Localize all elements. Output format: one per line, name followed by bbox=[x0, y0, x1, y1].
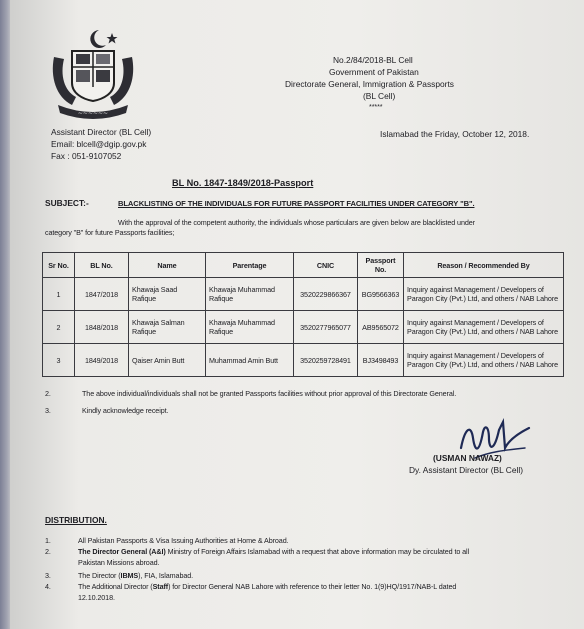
signatory-designation: Dy. Assistant Director (BL Cell) bbox=[409, 465, 524, 475]
distribution-text: ) for Director General NAB Lahore with reference to their letter No. 1(9)HQ/1917/NAB-L dated bbox=[168, 582, 457, 591]
cell-bl: 1849/2018 bbox=[75, 344, 129, 377]
header-stars: ***** bbox=[369, 102, 383, 111]
place-date: Islamabad the Friday, October 12, 2018. bbox=[380, 129, 530, 139]
cell-name: (BL Cell) bbox=[363, 91, 396, 101]
cell-parentage: Khawaja Muhammad Rafique bbox=[206, 311, 294, 344]
cell-passport: BG9566363 bbox=[358, 278, 404, 311]
distribution-item bbox=[78, 536, 289, 545]
distribution-item bbox=[78, 571, 193, 580]
paragraph-text: Kindly acknowledge receipt. bbox=[82, 406, 169, 415]
col-header-bl: BL No. bbox=[75, 253, 129, 278]
col-header-name: Name bbox=[129, 253, 206, 278]
distribution-text: All Pakistan Passports & Visa Issuing Authorities at Home & Abroad. bbox=[78, 536, 289, 545]
cell-reason: Inquiry against Management / Developers of Paragon City (Pvt.) Ltd, and others / NAB Lahore bbox=[404, 278, 564, 311]
distribution-text: Ministry of Foreign Affairs Islamabad with a request that above information may be circulated to all bbox=[165, 547, 470, 556]
cell-cnic: 3520277965077 bbox=[294, 311, 358, 344]
cell-parentage: Khawaja Muhammad Rafique bbox=[206, 278, 294, 311]
distribution-pre: The Additional Director ( bbox=[78, 582, 153, 591]
bl-number: BL No. 1847-1849/2018-Passport bbox=[172, 178, 314, 188]
cell-passport: AB9565072 bbox=[358, 311, 404, 344]
col-header-reason: Reason / Recommended By bbox=[404, 253, 564, 278]
table-header-row bbox=[43, 253, 564, 278]
directorate-name: Directorate General, Immigration & Passports bbox=[285, 79, 454, 89]
blacklist-table bbox=[42, 252, 564, 377]
svg-text:~~~~~~: ~~~~~~ bbox=[77, 110, 109, 117]
col-header-passport: Passport No. bbox=[358, 253, 404, 278]
distribution-bold: Staff bbox=[152, 582, 169, 591]
table-row bbox=[43, 311, 564, 344]
subject-text: BLACKLISTING OF THE INDIVIDUALS FOR FUTURE PASSPORT FACILITIES UNDER CATEGORY "B". bbox=[118, 199, 475, 208]
distribution-number: 2. bbox=[45, 547, 51, 556]
distribution-continuation: 12.10.2018. bbox=[78, 593, 115, 602]
cell-reason: Inquiry against Management / Developers of Paragon City (Pvt.) Ltd, and others / NAB Lahore bbox=[404, 311, 564, 344]
cell-name: Khawaja Salman Rafique bbox=[129, 311, 206, 344]
distribution-bold: The Director General (A&I) bbox=[78, 547, 166, 556]
col-header-sr: Sr No. bbox=[43, 253, 75, 278]
table-row bbox=[43, 344, 564, 377]
distribution-heading: DISTRIBUTION. bbox=[45, 515, 107, 525]
paragraph-number: 2. bbox=[45, 389, 51, 398]
government-name: Government of Pakistan bbox=[329, 67, 419, 77]
cell-parentage: Muhammad Amin Butt bbox=[206, 344, 294, 377]
cell-name: Qaiser Amin Butt bbox=[129, 344, 206, 377]
distribution-bold: IBMS bbox=[120, 571, 139, 580]
distribution-item bbox=[78, 582, 456, 591]
sender-email[interactable]: Email: blcell@dgip.gov.pk bbox=[51, 139, 147, 149]
cell-cnic: 3520229866367 bbox=[294, 278, 358, 311]
sender-fax: Fax : 051-9107052 bbox=[51, 151, 122, 161]
distribution-number: 4. bbox=[45, 582, 51, 591]
cell-name: Khawaja Saad Rafique bbox=[129, 278, 206, 311]
distribution-item bbox=[78, 547, 469, 556]
subject-label: SUBJECT:- bbox=[45, 198, 89, 208]
cell-reason: Inquiry against Management / Developers of Paragon City (Pvt.) Ltd, and others / NAB Lahore bbox=[404, 344, 564, 377]
distribution-text: ), FIA, Islamabad. bbox=[138, 571, 194, 580]
distribution-continuation: Pakistan Missions abroad. bbox=[78, 558, 160, 567]
cell-sr: 1 bbox=[43, 278, 75, 311]
state-emblem-icon bbox=[50, 27, 136, 122]
cell-sr: 3 bbox=[43, 344, 75, 377]
col-header-cnic: CNIC bbox=[294, 253, 358, 278]
intro-line-1: With the approval of the competent authority, the individuals whose particulars are given below are blacklisted under bbox=[118, 218, 475, 227]
col-header-parentage: Parentage bbox=[206, 253, 294, 278]
paragraph-number: 3. bbox=[45, 406, 51, 415]
table-row bbox=[43, 278, 564, 311]
sender-title: Assistant Director (BL Cell) bbox=[51, 127, 152, 137]
paragraph-text: The above individual/individuals shall not be granted Passports facilities without prior approval of this Directorate General. bbox=[82, 389, 457, 398]
distribution-number: 3. bbox=[45, 571, 51, 580]
cell-sr: 2 bbox=[43, 311, 75, 344]
cell-bl: 1847/2018 bbox=[75, 278, 129, 311]
cell-bl: 1848/2018 bbox=[75, 311, 129, 344]
reference-number: No.2/84/2018-BL Cell bbox=[333, 55, 413, 65]
intro-line-2: category "B" for future Passports facilities; bbox=[45, 228, 175, 237]
distribution-number: 1. bbox=[45, 536, 51, 545]
cell-cnic: 3520259728491 bbox=[294, 344, 358, 377]
cell-passport: BJ3498493 bbox=[358, 344, 404, 377]
distribution-pre: The Director ( bbox=[78, 571, 121, 580]
signatory-name: (USMAN NAWAZ) bbox=[433, 453, 502, 463]
